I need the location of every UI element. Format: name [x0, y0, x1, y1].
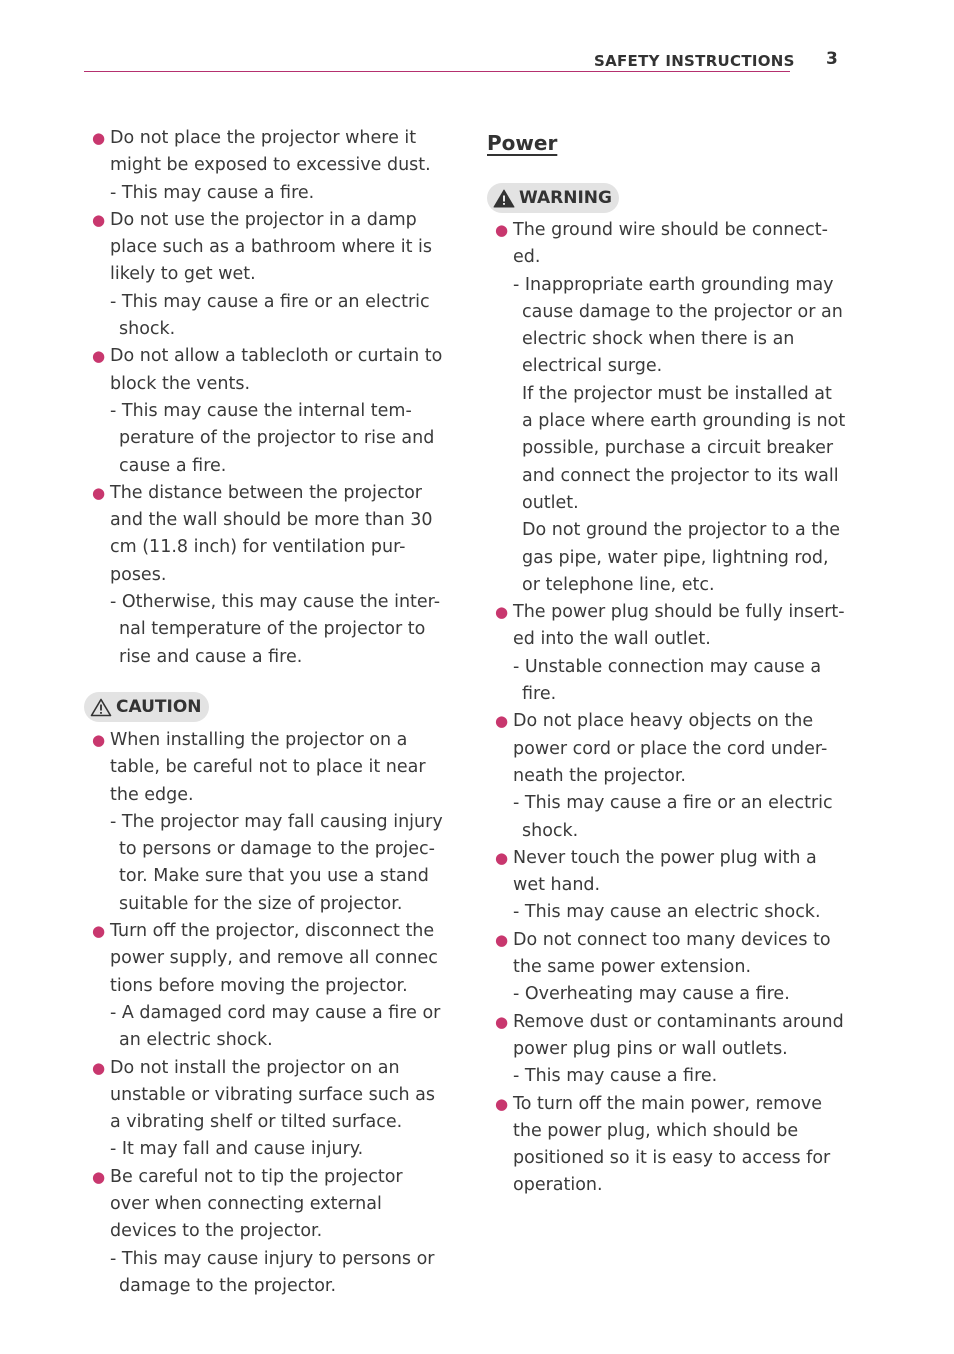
list-item: [487, 217, 847, 599]
list-item: [84, 727, 444, 918]
warning-triangle-icon: [493, 189, 515, 208]
item-text: Do not allow a tablecloth or curtain to block the vents.: [110, 346, 443, 394]
bullet-icon: ●: [92, 129, 106, 147]
item-text: Remove dust or contaminants around power plug pins or wall outlets.: [513, 1011, 844, 1059]
item-text: The ground wire should be connect-ed.: [513, 220, 828, 268]
item-text: To turn off the main power, remove the power plug, which should be positioned so it is easy to access for operation.: [513, 1093, 831, 1196]
item-text: The power plug should be fully insert-ed into the wall outlet.: [513, 602, 845, 650]
list-item: [487, 1091, 847, 1200]
item-note: - The projector may fall causing injury to persons or damage to the projec-tor. Make sure that you use a stand suitable for the size of projector.: [110, 811, 443, 914]
list-item: [487, 599, 847, 708]
bullet-icon: ●: [495, 1012, 509, 1031]
caution-badge-wrap: [84, 692, 209, 722]
warning-badge-wrap: [487, 183, 619, 213]
item-note: Do not ground the projector to a the gas pipe, water pipe, lightning rod, or telephone line, etc.: [522, 520, 841, 595]
item-note: - This may cause the internal tem-perature of the projector to rise and cause a fire.: [110, 400, 435, 476]
warning-label: WARNING: [519, 188, 612, 208]
item-text: Do not install the projector on an unstable or vibrating surface such as a vibrating shelf or tilted surface.: [110, 1057, 435, 1133]
list-item: [487, 927, 847, 1009]
item-note: - This may cause a fire or an electric shock.: [110, 291, 430, 340]
item-note: - This may cause injury to persons or damage to the projector.: [110, 1248, 435, 1296]
bullet-icon: ●: [92, 210, 106, 229]
list-item: [487, 708, 847, 844]
safety-list-caution: [84, 727, 444, 1300]
list-item: [84, 125, 444, 207]
bullet-icon: ●: [92, 731, 106, 749]
right-column-power: [487, 217, 847, 1200]
safety-list-power: [487, 217, 847, 1200]
item-note: - A damaged cord may cause a fire or an electric shock.: [110, 1002, 441, 1051]
header-title: SAFETY INSTRUCTIONS: [594, 52, 795, 70]
power-section-title: Power: [487, 131, 558, 155]
list-item: [84, 1164, 444, 1300]
header-rule: [84, 71, 790, 72]
item-note: If the projector must be installed at a place where earth grounding is not possible, purchase a circuit breaker and connect the projector to its wall outlet.: [522, 383, 846, 513]
list-item: [84, 918, 444, 1054]
item-note: - Otherwise, this may cause the inter-nal temperature of the projector to rise and cause a fire.: [110, 592, 441, 667]
list-item: [487, 1009, 847, 1091]
item-note: - Inappropriate earth grounding may cause damage to the projector or an electric shock when there is an electrical surge.: [513, 274, 843, 377]
item-note: - Overheating may cause a fire.: [513, 984, 790, 1005]
item-text: Do not connect too many devices to the same power extension.: [513, 929, 831, 978]
item-note: - This may cause a fire.: [513, 1066, 718, 1087]
list-item: [84, 480, 444, 671]
item-text: Be careful not to tip the projector over when connecting external devices to the projector.: [110, 1166, 403, 1242]
left-column-top: [84, 125, 444, 671]
item-note: - It may fall and cause injury.: [110, 1139, 364, 1160]
item-text: Do not place the projector where it might be exposed to excessive dust.: [110, 128, 431, 176]
bullet-icon: ●: [92, 347, 106, 366]
list-item: [487, 845, 847, 927]
item-text: Do not place heavy objects on the power cord or place the cord under-neath the projector.: [513, 711, 828, 786]
list-item: [84, 1055, 444, 1164]
bullet-icon: ●: [92, 922, 106, 941]
item-text: When installing the projector on a table, be careful not to place it near the edge.: [110, 730, 426, 805]
item-note: - This may cause an electric shock.: [513, 902, 821, 923]
item-text: Never touch the power plug with a wet hand.: [513, 847, 817, 896]
item-text: The distance between the projector and the wall should be more than 30 cm (11.8 inch) for ventilation pur-poses.: [110, 482, 433, 585]
bullet-icon: ●: [495, 221, 509, 239]
caution-badge: [84, 692, 209, 722]
bullet-icon: ●: [495, 848, 509, 867]
bullet-icon: ●: [92, 1058, 106, 1077]
caution-label: CAUTION: [116, 697, 202, 717]
item-note: - This may cause a fire or an electric shock.: [513, 793, 833, 841]
bullet-icon: ●: [92, 1167, 106, 1186]
bullet-icon: ●: [495, 603, 509, 622]
bullet-icon: ●: [92, 483, 106, 502]
bullet-icon: ●: [495, 930, 509, 949]
bullet-icon: ●: [495, 712, 509, 731]
list-item: [84, 343, 444, 479]
warning-badge: [487, 183, 619, 213]
item-text: Do not use the projector in a damp place such as a bathroom where it is likely to get wet.: [110, 209, 433, 285]
item-note: - Unstable connection may cause a fire.: [513, 656, 822, 705]
item-text: Turn off the projector, disconnect the power supply, and remove all connec tions before moving the projector.: [110, 921, 438, 996]
page-number: 3: [826, 49, 838, 69]
safety-list-general: [84, 125, 444, 671]
bullet-icon: ●: [495, 1094, 509, 1113]
left-column-caution: [84, 727, 444, 1300]
list-item: [84, 207, 444, 343]
caution-triangle-icon: [90, 698, 112, 717]
item-note: - This may cause a fire.: [110, 182, 315, 203]
